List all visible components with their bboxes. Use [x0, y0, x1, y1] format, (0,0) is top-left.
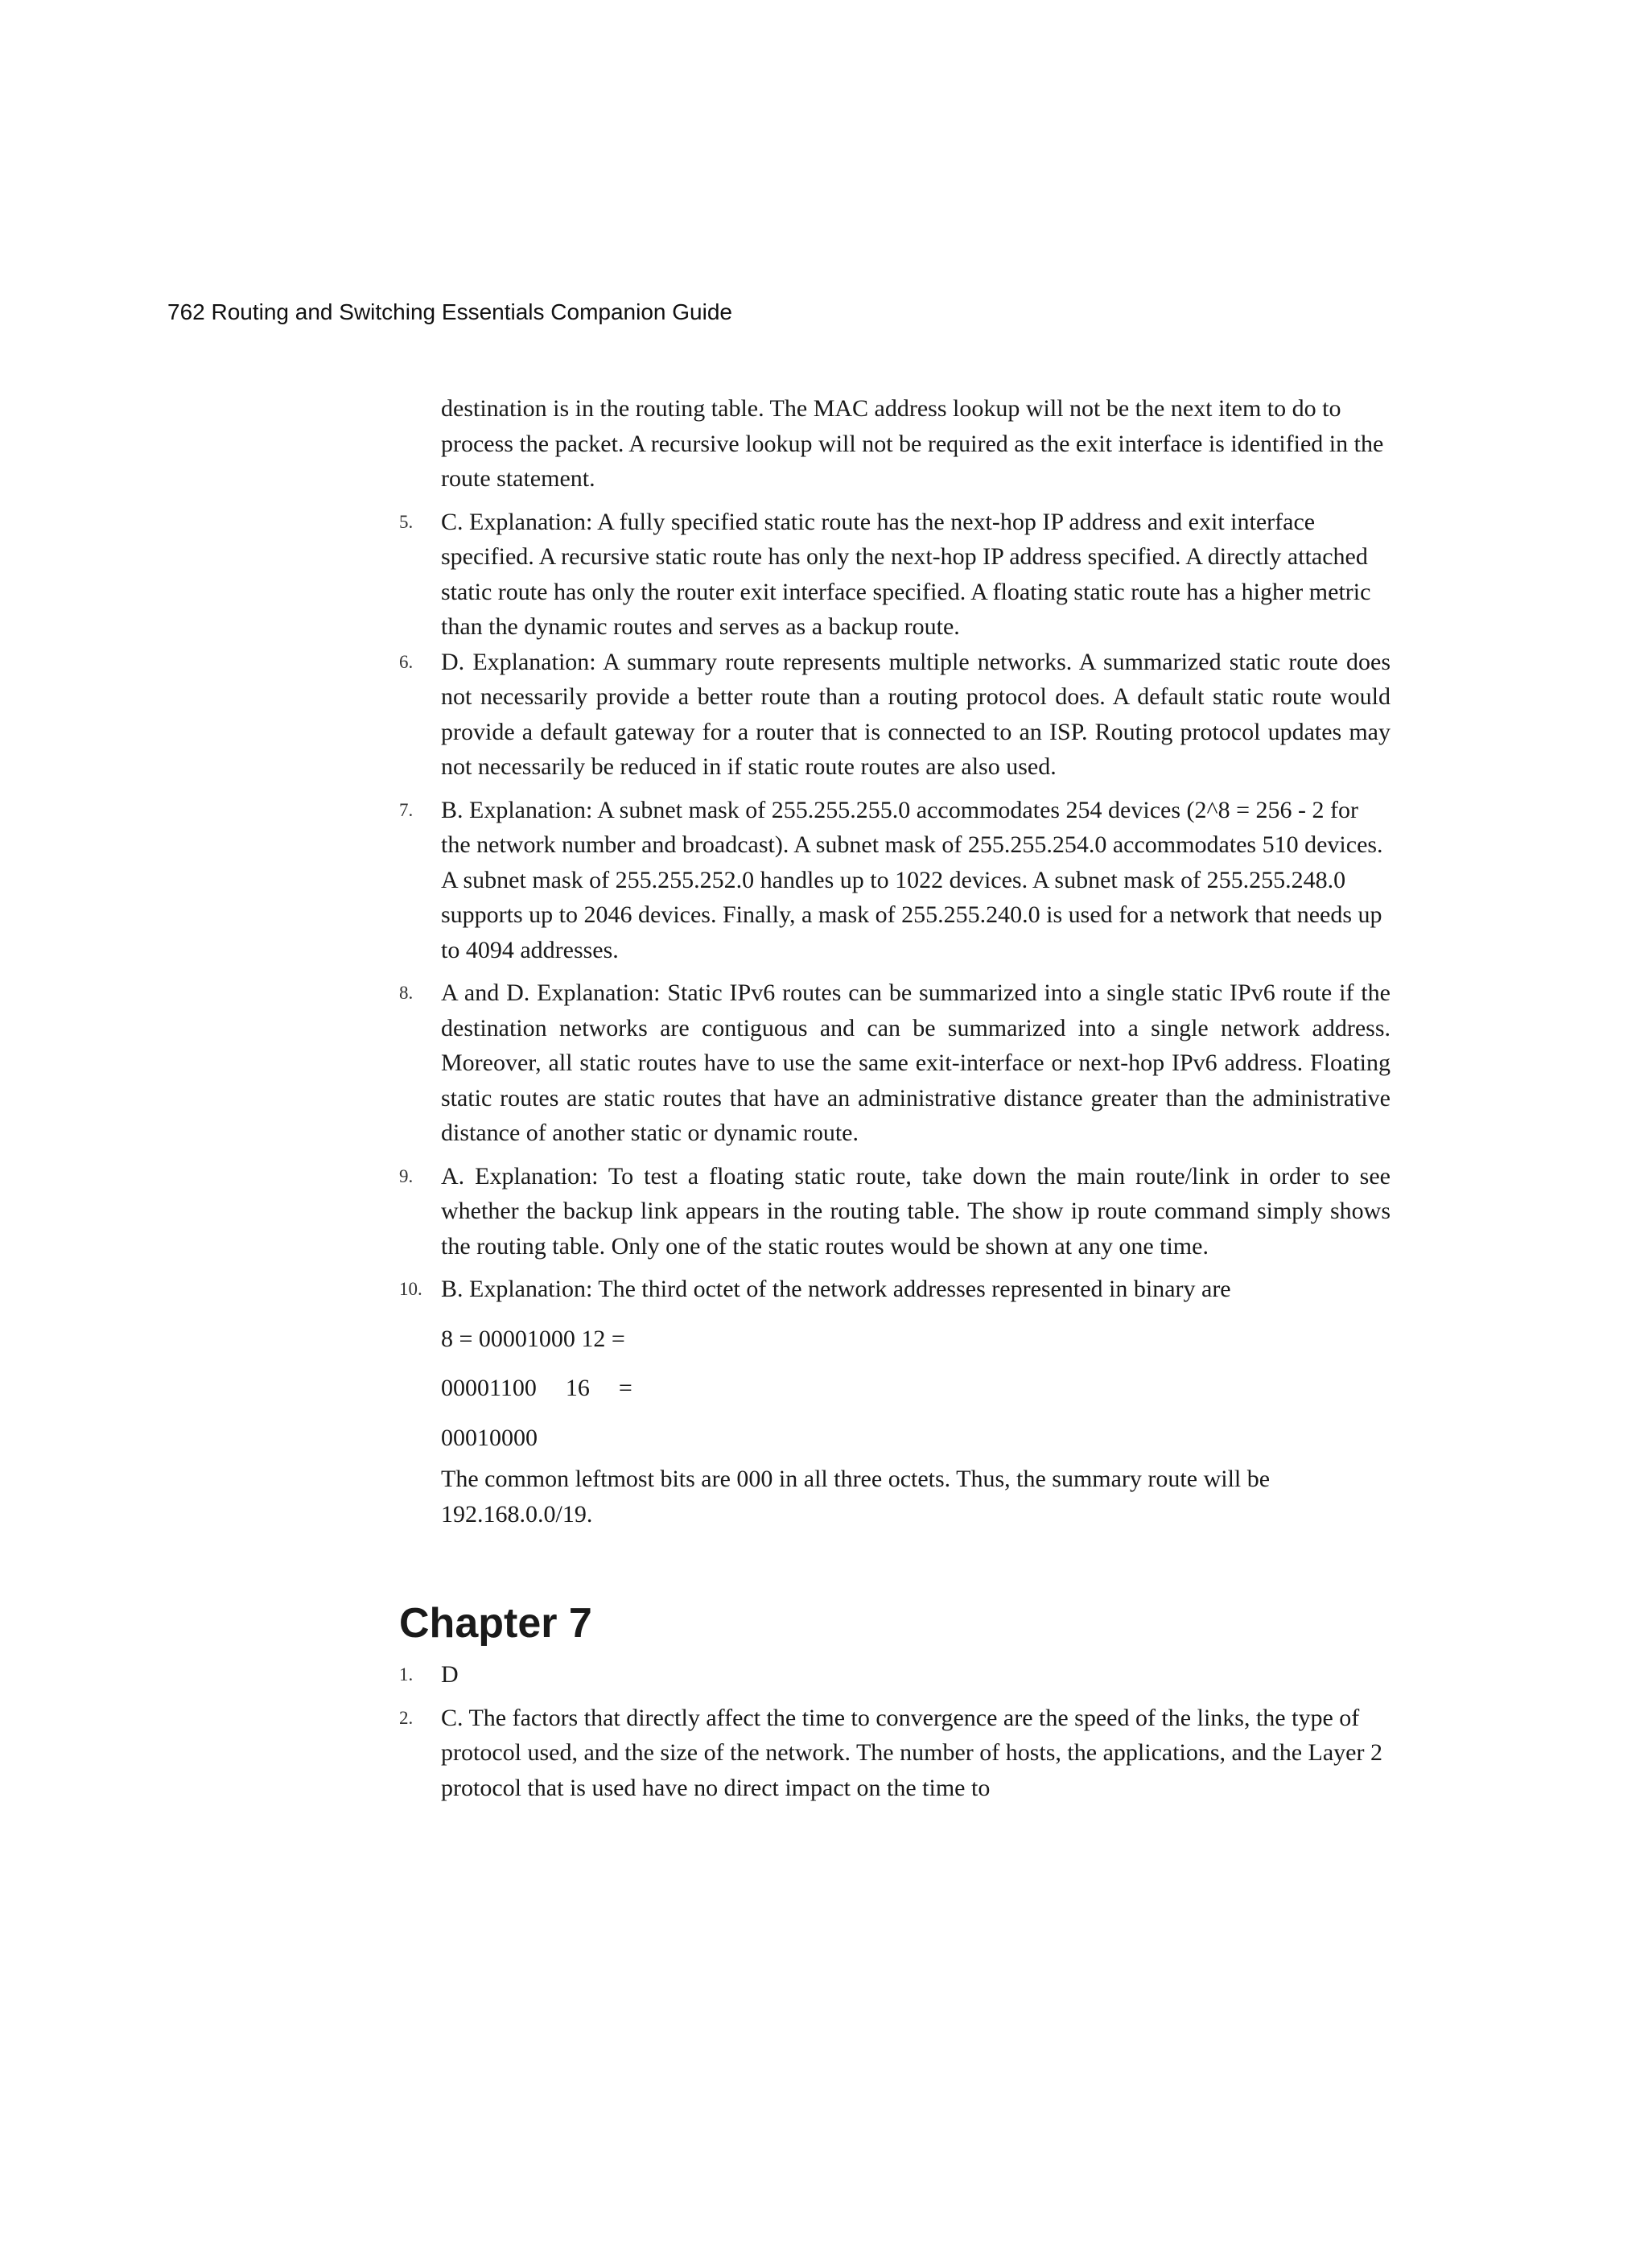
chapter-answer-item-1: [399, 1657, 1390, 1693]
binary-equals: =: [618, 1375, 632, 1401]
binary-label: 16: [565, 1375, 590, 1401]
answer-item-9: [399, 1159, 1390, 1264]
answer-item-5: [399, 505, 1390, 645]
binary-value: 00001100: [441, 1375, 537, 1401]
answer-text: C. Explanation: A fully specified static route has the next-hop IP address and exit interface specified. A recursive static route has only the next-hop IP address specified. A directly attached static route has only the router exit interface specified. A floating static route has a higher metric than the dynamic routes and serves as a backup route.: [441, 508, 1371, 640]
summary-text: The common leftmost bits are 000 in all three octets. Thus, the summary route will be 192.168.0.0/19.: [441, 1466, 1271, 1528]
chapter-heading: Chapter 7: [399, 1600, 592, 1647]
page-body: [399, 391, 1390, 1805]
answer-number: 9.: [399, 1165, 414, 1186]
answer-number: 2.: [399, 1707, 414, 1728]
answer-text: B. Explanation: The third octet of the network addresses represented in binary are: [441, 1276, 1231, 1302]
answer-text: D: [441, 1661, 459, 1688]
answer-text: A. Explanation: To test a floating static route, take down the main route/link in order to see whether the backup link appears in the routing table. The show ip route command simply shows the routing table. Only one of the static routes would be shown at any one time.: [441, 1162, 1390, 1260]
chapter-answer-item-2: [399, 1701, 1390, 1806]
answer-number: 5.: [399, 511, 414, 532]
answer-number: 10.: [399, 1279, 422, 1299]
binary-line-2: [399, 1371, 1390, 1406]
answer-item-8: [399, 975, 1390, 1151]
binary-line-1: 8 = 00001000 12 =: [441, 1325, 625, 1352]
answer-text: D. Explanation: A summary route represents multiple networks. A summarized static route does not necessarily provide a better route than a routing protocol does. A default static route would provide a default gateway for a router that is connected to an ISP. Routing protocol updates may not necessarily be reduced in if static route routes are also used.: [441, 648, 1390, 780]
binary-line-3: 00010000: [441, 1424, 538, 1451]
answer-number: 6.: [399, 651, 414, 672]
answer-number: 7.: [399, 799, 414, 820]
running-head: 762 Routing and Switching Essentials Companion Guide: [167, 299, 732, 324]
answer-item-10: [399, 1272, 1390, 1307]
answer-number: 1.: [399, 1664, 414, 1685]
answer-text: A and D. Explanation: Static IPv6 routes can be summarized into a single static IPv6 route if the destination networks are contiguous and can be summarized into a single network address. Moreover, all static routes have to use the same exit-interface or next-hop IPv6 address. Floating static routes are static routes that have an administrative distance greater than the administrative distance of another static or dynamic route.: [441, 979, 1390, 1146]
answer-text: C. The factors that directly affect the time to convergence are the speed of the links, the type of protocol used, and the size of the network. The number of hosts, the applications, and the Layer 2 protocol that is used have no direct impact on the time to: [441, 1704, 1382, 1801]
answer-number: 8.: [399, 983, 414, 1003]
answer-item-7: [399, 793, 1390, 968]
continued-answer-text: destination is in the routing table. The MAC address lookup will not be the next item to do to process the packet. A recursive lookup will not be required as the exit interface is identified in the route statement.: [441, 395, 1384, 492]
answer-text: B. Explanation: A subnet mask of 255.255.255.0 accommodates 254 devices (2^8 = 256 - 2 for the network number and broadcast). A subnet mask of 255.255.254.0 accommodates 510 devices. A subnet mask of 255.255.252.0 handles up to 1022 devices. A subnet mask of 255.255.248.0 supports up to 2046 devices. Finally, a mask of 255.255.240.0 is used for a network that needs up to 4094 addresses.: [441, 796, 1383, 963]
answer-item-6: [399, 645, 1390, 785]
